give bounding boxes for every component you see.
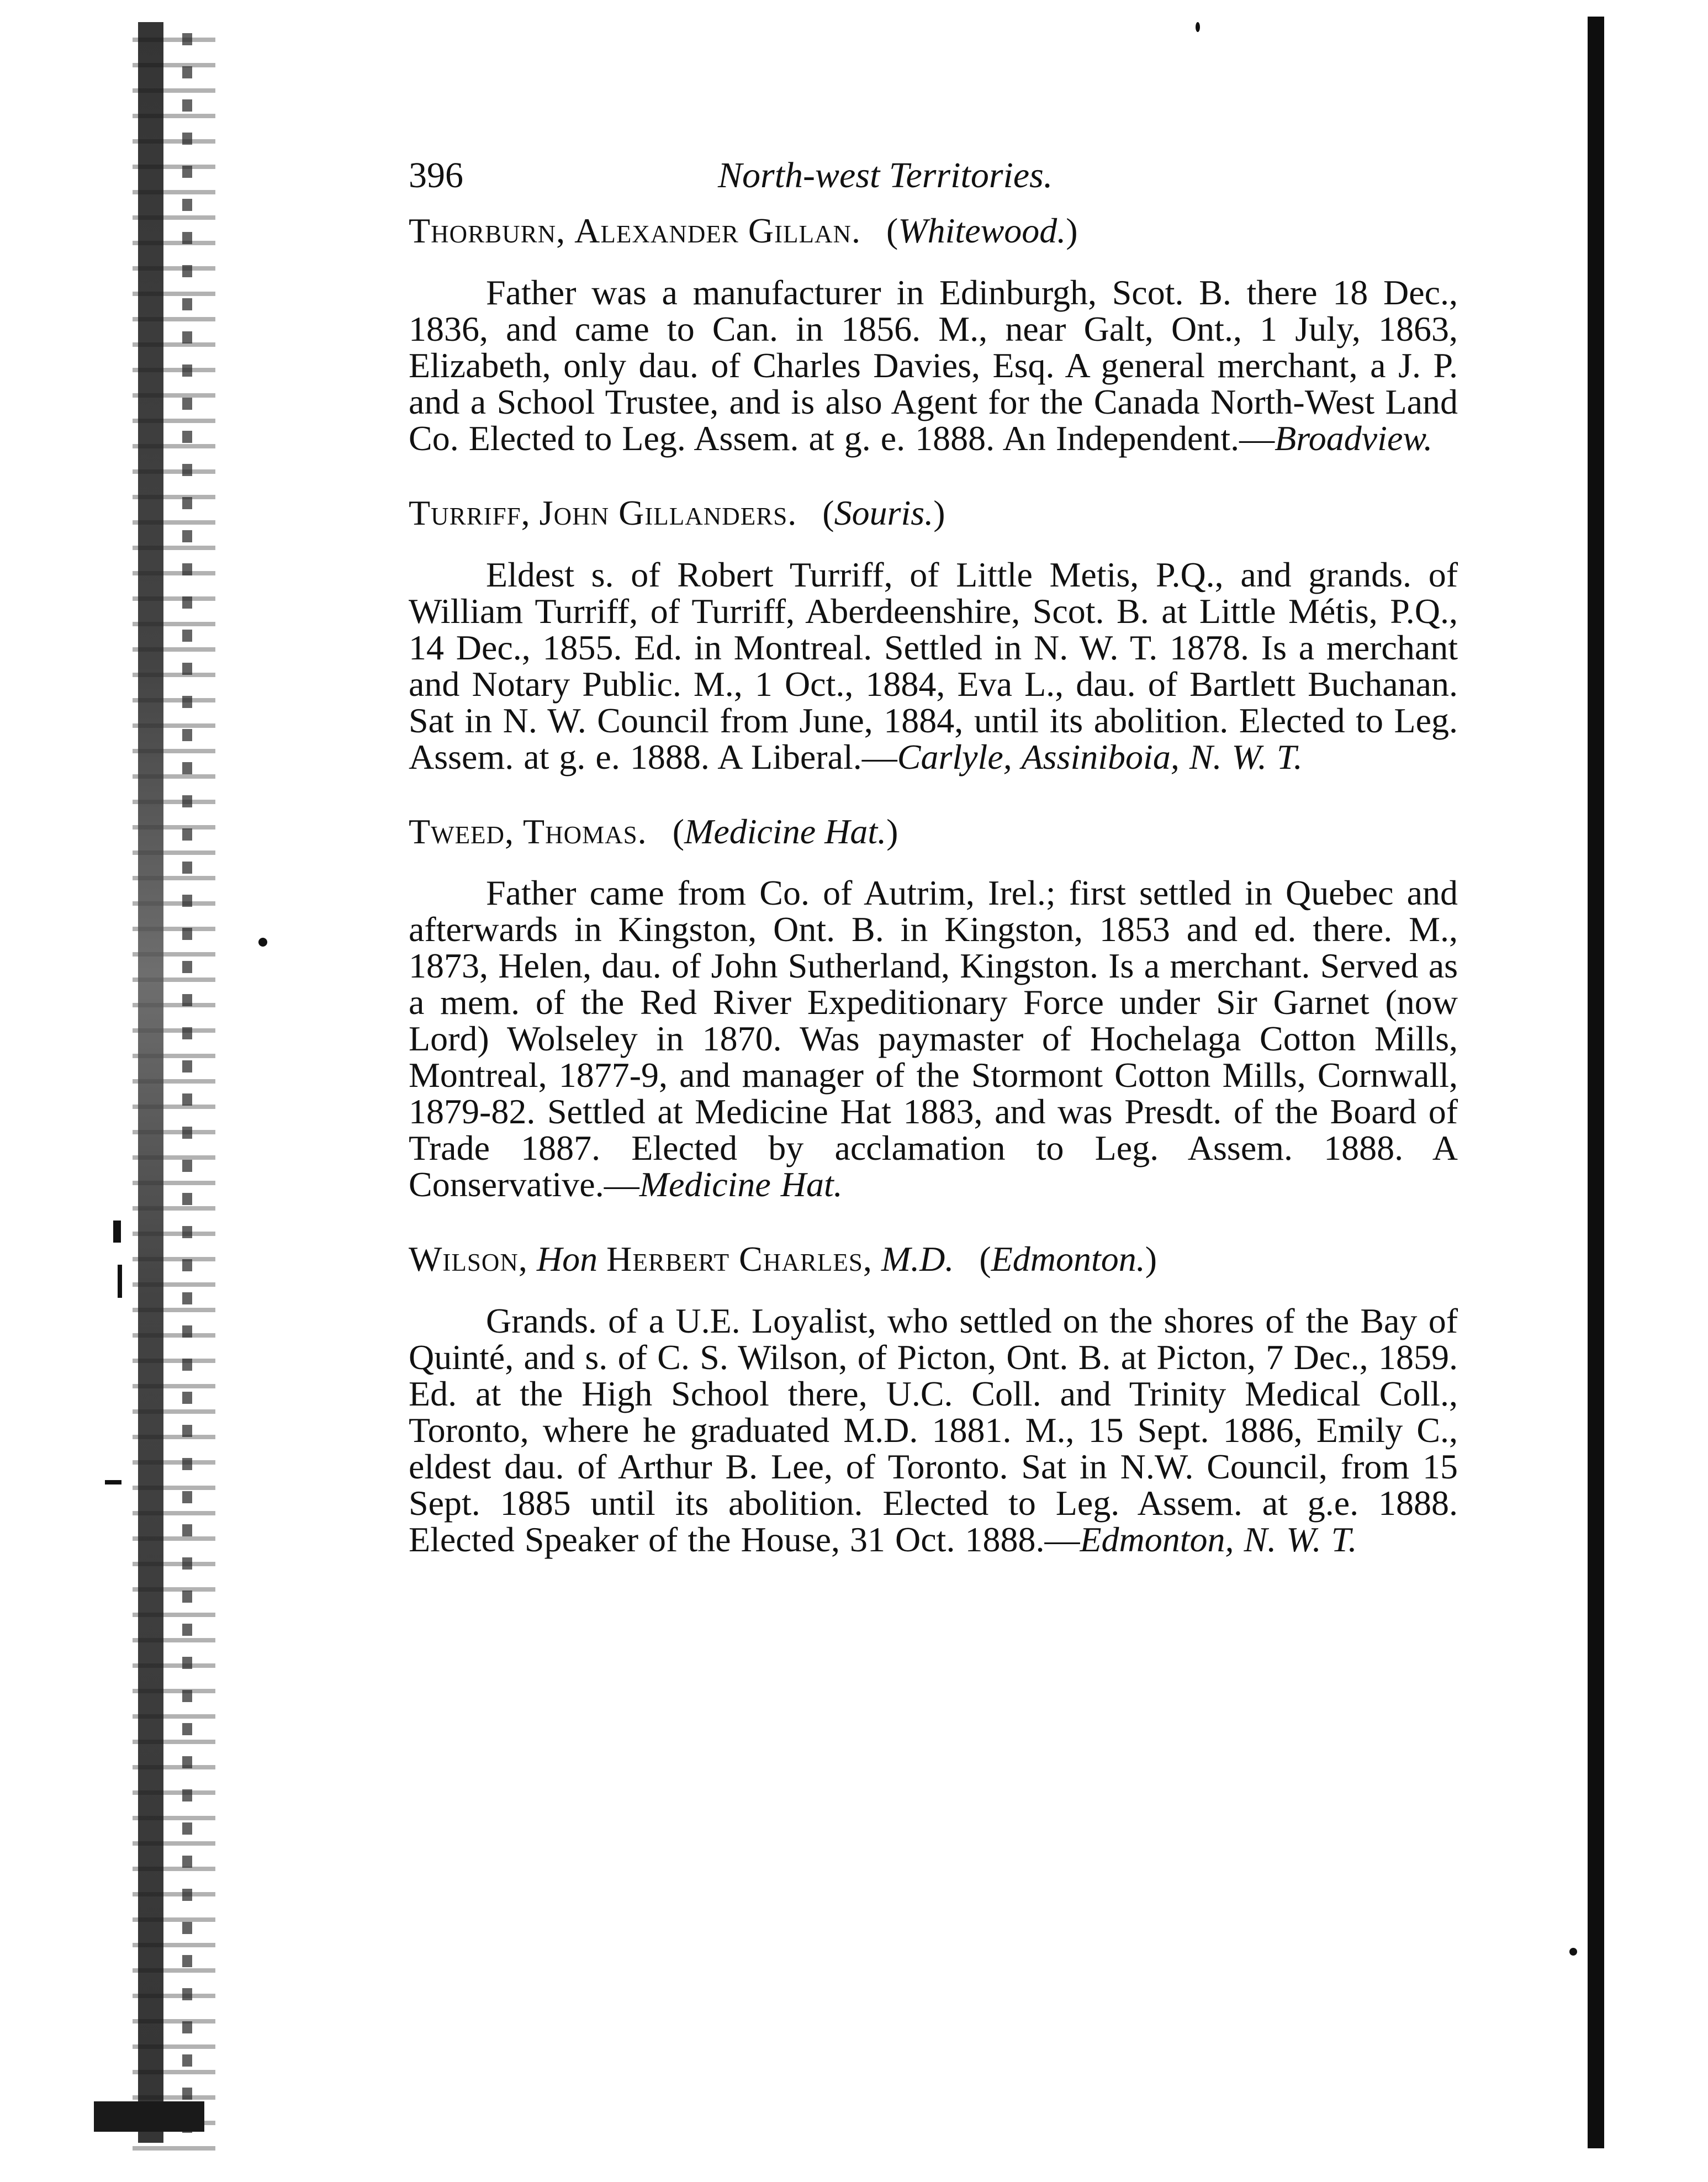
entry-body <box>409 1303 1458 1558</box>
entry-given-names: Alexander Gillan. <box>574 211 861 250</box>
entry-body-text: Eldest s. of Robert Turriff, of Little Metis, P.Q., and grands. of William Turriff, of Turriff, Aberdeenshire, Scot. B. at Little Métis, P.Q., 14 Dec., 1855. Ed. in Montreal. Settled in N. W. T. 1878. Is a merchant and Notary Public. M., 1 Oct., 1884, Eva L., dau. of Bartlett Buchanan. Sat in N. W. Council from June, 1884, until its abolition. Elected to Leg. Assem. at g. e. 1888. A Liberal.— <box>409 554 1458 776</box>
scan-binding-stipple <box>182 33 192 2143</box>
entry-heading <box>409 210 1458 252</box>
constituency-name: Medicine Hat. <box>684 811 887 851</box>
entry-honorific: Hon <box>536 1239 598 1279</box>
scan-speck <box>1196 22 1200 32</box>
biography-entry <box>409 210 1458 457</box>
entry-surname: Thorburn, <box>409 211 566 250</box>
scan-mark <box>118 1265 122 1298</box>
entry-residence: Edmonton, N. W. T. <box>1080 1520 1357 1560</box>
entry-constituency: (Medicine Hat.) <box>672 811 898 851</box>
entry-residence: Carlyle, Assiniboia, N. W. T. <box>897 737 1303 776</box>
entry-heading <box>409 811 1458 853</box>
entry-surname: Turriff, <box>409 493 531 532</box>
entry-surname: Tweed, <box>409 811 515 851</box>
biography-entry <box>409 1238 1458 1558</box>
page-number: 396 <box>409 155 463 196</box>
entry-body-text: Father came from Co. of Autrim, Irel.; first settled in Quebec and afterwards in Kingston, Ont. B. in Kingston, 1853 and ed. there. M., 1873, Helen, dau. of John Sutherland, Kingston. Is a merchant. Served as a mem. of the Red River Expeditionary Force under Sir Garnet (now Lord) Wolseley in 1870. Was paymaster of Hochelaga Cotton Mills, Montreal, 1877-9, and manager of the Stormont Cotton Mills, Cornwall, 1879-82. Settled at Medicine Hat 1883, and was Presdt. of the Board of Trade 1887. Elected by acclamation to Leg. Assem. 1888. A Conservative.— <box>409 873 1458 1204</box>
entry-heading <box>409 492 1458 535</box>
entry-given-names: Herbert Charles, <box>606 1239 872 1279</box>
entry-body <box>409 554 1458 776</box>
constituency-name: Whitewood. <box>898 211 1066 250</box>
scan-speck <box>258 938 267 947</box>
entry-body-text: Grands. of a U.E. Loyalist, who settled on the shores of the Bay of Quinté, and s. of C. S. Wilson, of Picton, Ont. B. at Picton, 7 Dec., 1859. Ed. at the High School there, U.C. Coll. and Trinity Medical Coll., Toronto, where he graduated M.D. 1881. M., 15 Sept. 1886, Emily C., eldest dau. of Arthur B. Lee, of Toronto. Sat in N.W. Council, from 15 Sept. 1885 until its abolition. Elected to Leg. Assem. at g.e. 1888. Elected Speaker of the House, 31 Oct. 1888.— <box>409 1301 1458 1560</box>
scan-binding-bar <box>138 22 163 2143</box>
entry-suffix: M.D. <box>881 1239 954 1279</box>
entry-given-names: Thomas. <box>523 811 647 851</box>
running-title: North-west Territories. <box>718 155 1053 196</box>
entry-constituency: (Edmonton.) <box>979 1239 1157 1279</box>
entry-residence: Broadview. <box>1275 418 1433 458</box>
biography-entry <box>409 811 1458 1203</box>
scan-binding-foot <box>94 2101 204 2132</box>
scan-mark <box>105 1480 121 1484</box>
scan-speck <box>1569 1948 1577 1956</box>
entry-body <box>409 875 1458 1203</box>
document-page <box>409 149 1458 1593</box>
entry-body <box>409 274 1458 457</box>
biography-entry <box>409 492 1458 775</box>
scan-right-edge <box>1588 17 1604 2148</box>
entry-constituency: (Whitewood.) <box>886 211 1078 250</box>
running-head <box>409 149 1458 210</box>
scan-mark <box>113 1221 121 1243</box>
entry-surname: Wilson, <box>409 1239 528 1279</box>
entry-body-text: Father was a manufacturer in Edinburgh, Scot. B. there 18 Dec., 1836, and came to Can. in 1856. M., near Galt, Ont., 1 July, 1863, Elizabeth, only dau. of Charles Davies, Esq. A general merchant, a J. P. and a School Trustee, and is also Agent for the Canada North-West Land Co. Elected to Leg. Assem. at g. e. 1888. An Independent.— <box>409 272 1458 458</box>
entry-given-names: John Gillanders. <box>539 493 797 532</box>
constituency-name: Edmonton. <box>991 1239 1145 1279</box>
entry-residence: Medicine Hat. <box>639 1165 843 1204</box>
entry-heading <box>409 1238 1458 1281</box>
constituency-name: Souris. <box>834 493 934 532</box>
entry-constituency: (Souris.) <box>822 493 945 532</box>
